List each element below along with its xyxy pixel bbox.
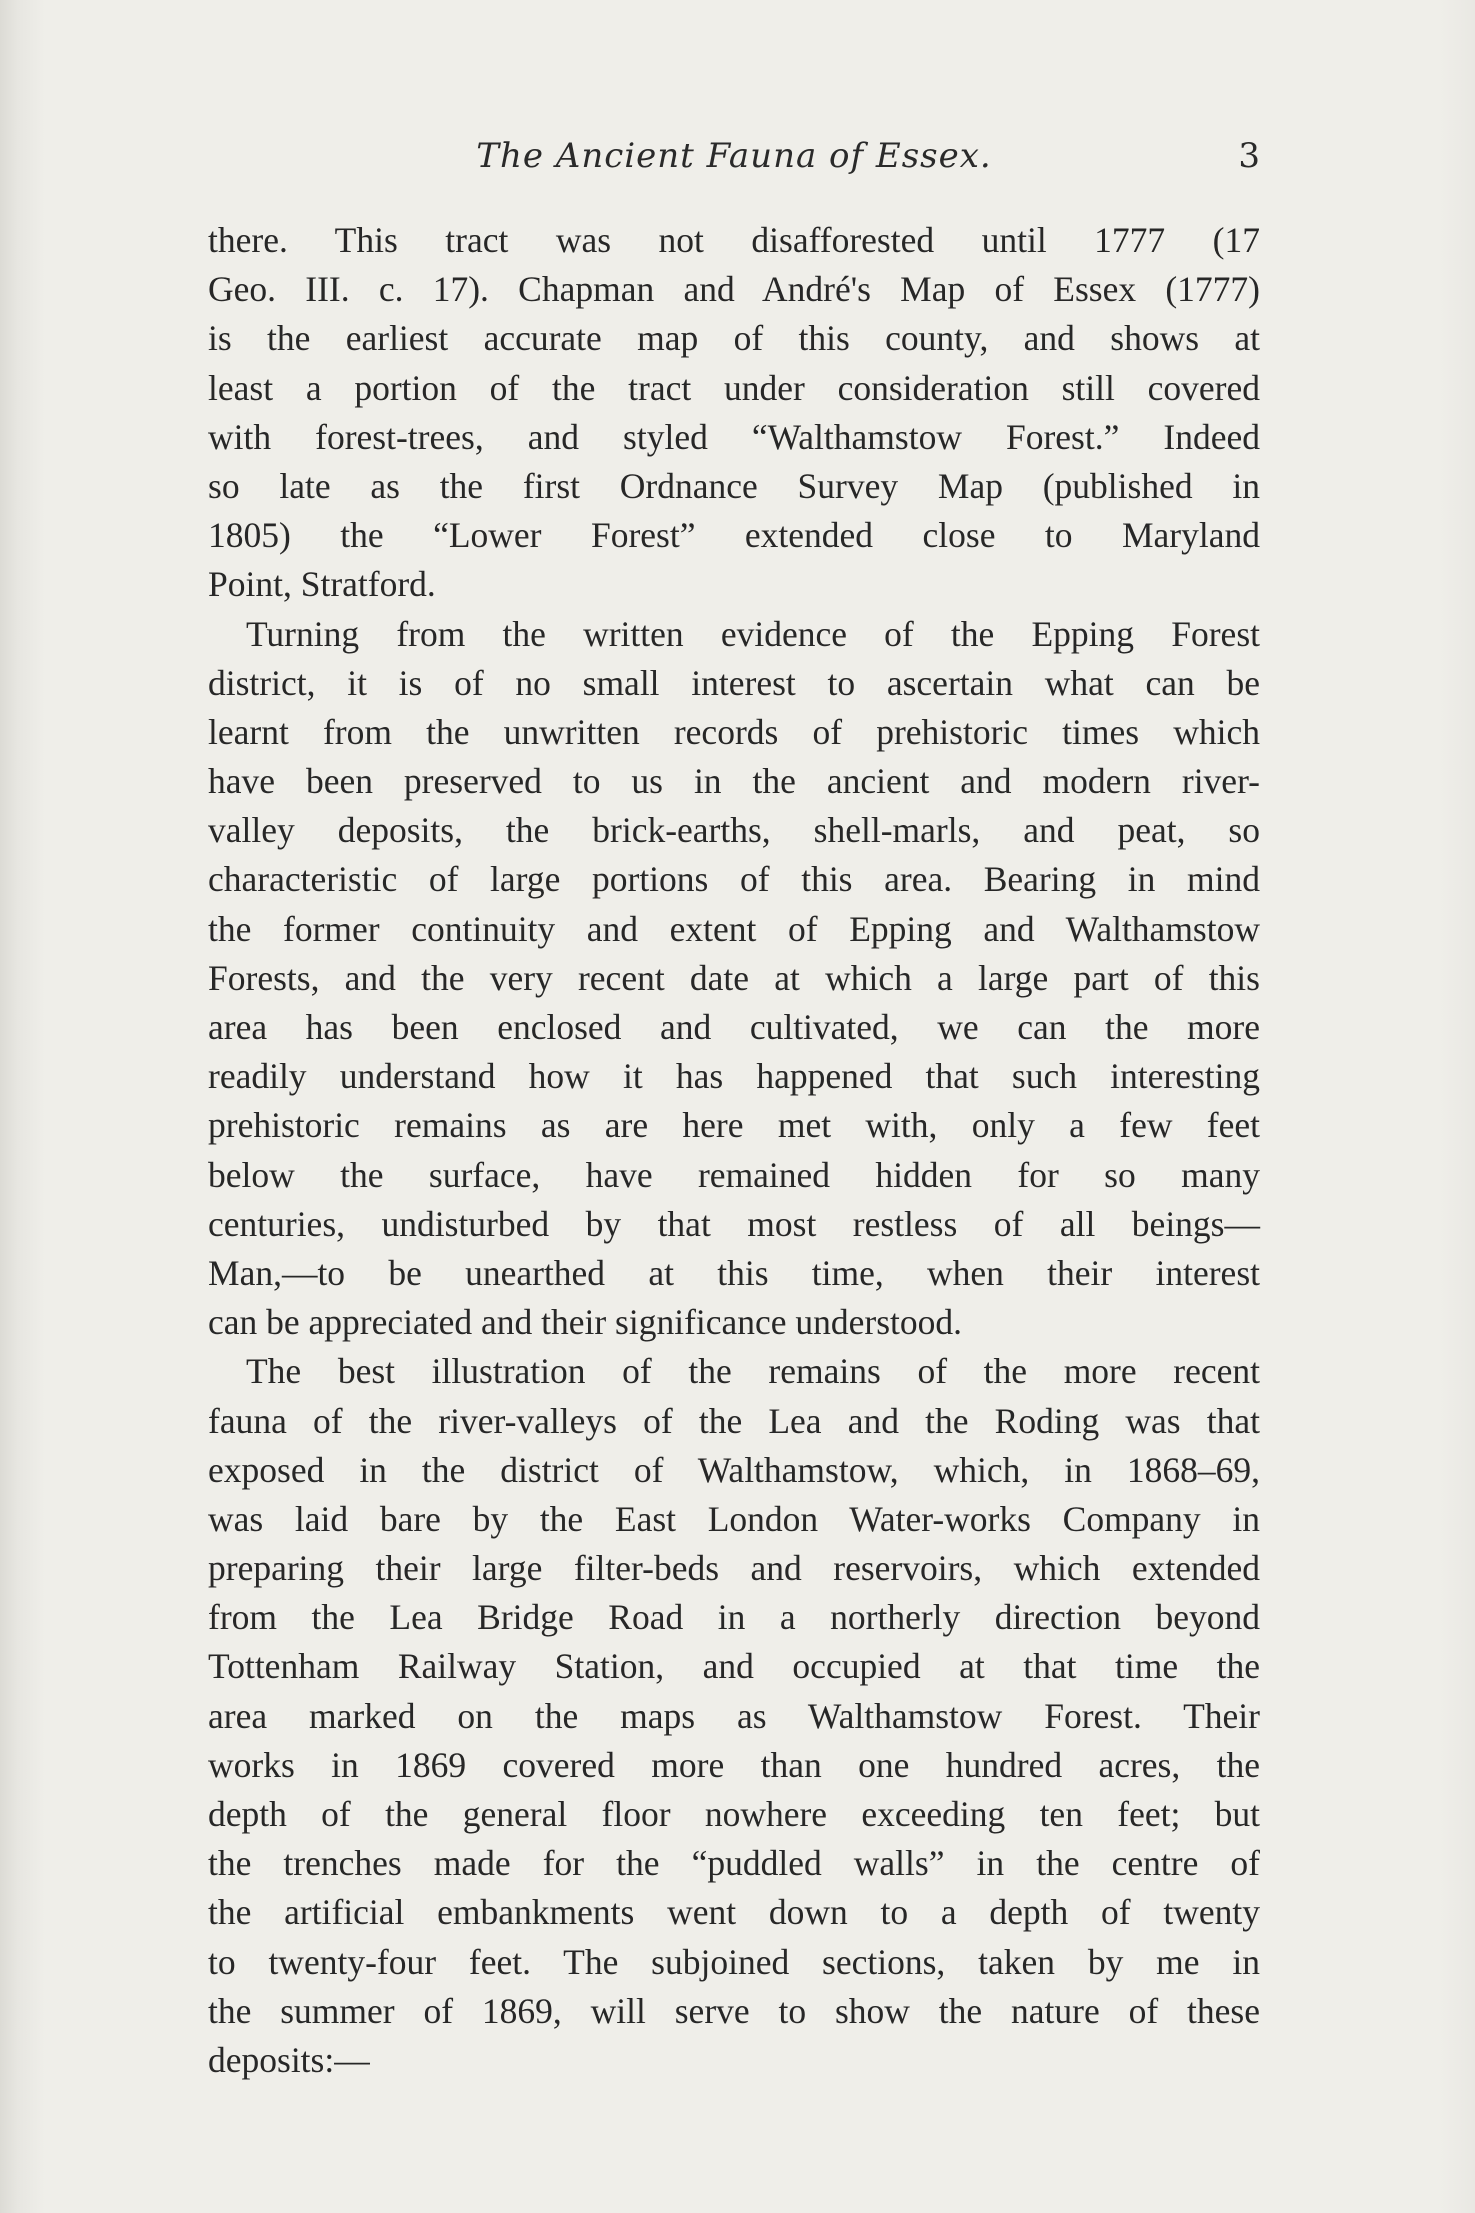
paragraph (208, 216, 1260, 610)
running-title: The Ancient Fauna of Essex. (476, 136, 992, 176)
text-line: is the earliest accurate map of this county, and shows at (208, 318, 1260, 359)
body-text (208, 216, 1260, 2085)
text-line: can be appreciated and their significance understood. (208, 1302, 963, 1343)
text-line: the summer of 1869, will serve to show the nature of these (208, 1990, 1260, 2031)
text-line: with forest-trees, and styled “Walthamstow Forest.” Indeed (208, 416, 1260, 457)
text-line: Tottenham Railway Station, and occupied at that time the (208, 1646, 1260, 1687)
text-line: The best illustration of the remains of the more recent (246, 1351, 1260, 1392)
text-line: so late as the first Ordnance Survey Map (published in (208, 465, 1260, 506)
text-line: Turning from the written evidence of the Epping Forest (246, 613, 1260, 654)
text-line: depth of the general floor nowhere exceeding ten feet; but (208, 1794, 1260, 1834)
text-line: 1805) the “Lower Forest” extended close to Maryland (208, 515, 1260, 556)
text-line: to twenty-four feet. The subjoined sections, taken by me in (208, 1941, 1260, 1982)
text-line: characteristic of large portions of this area. Bearing in mind (208, 859, 1260, 900)
text-line: Point, Stratford. (208, 564, 436, 605)
text-line: deposits:— (208, 2039, 370, 2080)
text-line: area has been enclosed and cultivated, we can the more (208, 1007, 1260, 1047)
text-line: fauna of the river-valleys of the Lea and the Roding was that (208, 1400, 1260, 1441)
text-line: exposed in the district of Walthamstow, which, in 1868–69, (208, 1449, 1260, 1490)
text-line: preparing their large filter-beds and reservoirs, which extended (208, 1548, 1260, 1589)
text-line: Geo. III. c. 17). Chapman and André's Map of Essex (1777) (208, 269, 1260, 310)
text-line: readily understand how it has happened that such interesting (208, 1056, 1260, 1097)
text-line: the former continuity and extent of Epping and Walthamstow (208, 908, 1260, 949)
text-line: was laid bare by the East London Water-works Company in (208, 1498, 1260, 1539)
running-head (208, 126, 1260, 186)
text-line: valley deposits, the brick-earths, shell-marls, and peat, so (208, 810, 1260, 851)
paragraph (208, 1347, 1260, 2085)
text-line: learnt from the unwritten records of prehistoric times which (208, 711, 1260, 752)
text-line: there. This tract was not disafforested until 1777 (17 (208, 220, 1260, 260)
text-line: Forests, and the very recent date at which a large part of this (208, 957, 1260, 998)
text-line: have been preserved to us in the ancient and modern river- (208, 761, 1260, 802)
text-line: the artificial embankments went down to a depth of twenty (208, 1892, 1260, 1933)
text-line: Man,—to be unearthed at this time, when their interest (208, 1252, 1260, 1293)
text-line: least a portion of the tract under consideration still covered (208, 367, 1260, 408)
paragraph (208, 610, 1260, 1348)
text-line: works in 1869 covered more than one hundred acres, the (208, 1744, 1260, 1785)
page-number: 3 (1238, 136, 1260, 176)
text-line: the trenches made for the “puddled walls” in the centre of (208, 1843, 1260, 1884)
text-line: prehistoric remains as are here met with, only a few feet (208, 1105, 1260, 1146)
text-line: centuries, undisturbed by that most restless of all beings— (208, 1203, 1260, 1244)
text-line: from the Lea Bridge Road in a northerly direction beyond (208, 1597, 1260, 1638)
text-line: area marked on the maps as Walthamstow Forest. Their (208, 1695, 1260, 1736)
text-line: district, it is of no small interest to ascertain what can be (208, 662, 1260, 703)
text-line: below the surface, have remained hidden for so many (208, 1154, 1260, 1195)
